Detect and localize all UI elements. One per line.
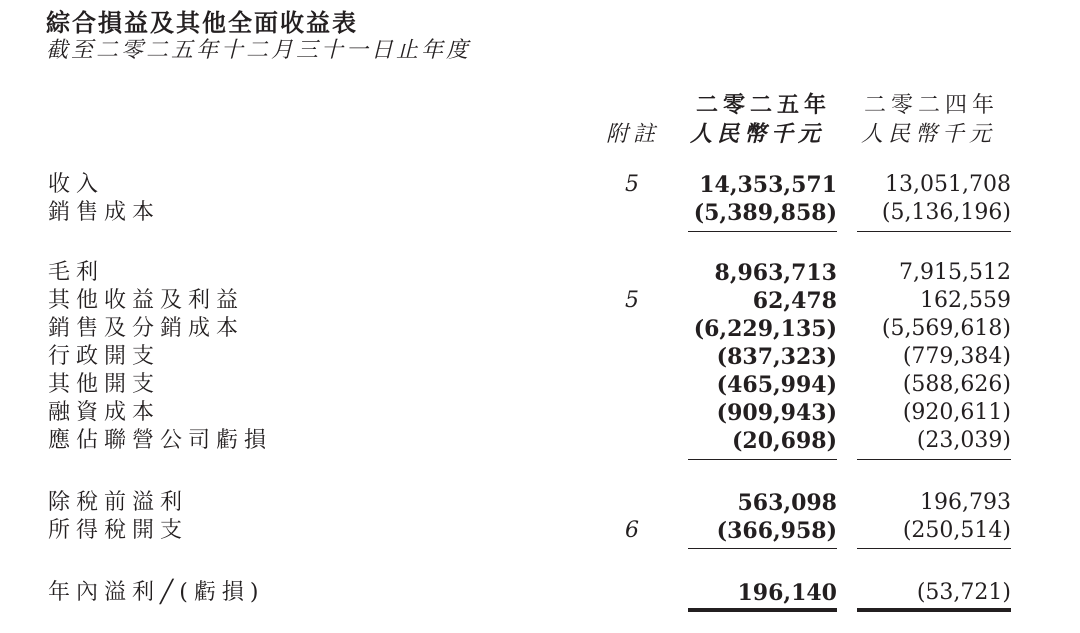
row-label: 收入 — [48, 172, 105, 197]
row-note: 6 — [625, 518, 639, 543]
current-value: (20,698) — [731, 428, 837, 454]
row-label: 其他收益及利益 — [48, 288, 245, 313]
statement-subtitle: 截至二零二五年十二月三十一日止年度 — [46, 38, 472, 63]
subtotal-rule-current — [688, 459, 837, 460]
row-label: 其他開支 — [48, 372, 161, 397]
current-value: 196,140 — [737, 580, 837, 606]
prior-value: (53,721) — [916, 580, 1011, 605]
row-label: 行政開支 — [48, 344, 161, 369]
prior-value: (5,569,618) — [881, 316, 1011, 341]
current-value: 14,353,571 — [699, 172, 837, 198]
total-rule-prior — [857, 608, 1011, 612]
row-label: 除稅前溢利 — [48, 490, 189, 515]
row-label: 所得稅開支 — [48, 518, 189, 543]
subtotal-rule-current — [688, 231, 837, 232]
statement-title: 綜合損益及其他全面收益表 — [46, 8, 358, 37]
current-value: 62,478 — [752, 288, 837, 314]
prior-value: (588,626) — [902, 372, 1011, 397]
current-value: (909,943) — [716, 400, 837, 426]
prior-value: 162,559 — [920, 288, 1011, 313]
row-label: 銷售成本 — [48, 200, 161, 225]
current-value: (366,958) — [716, 518, 837, 544]
row-note: 5 — [625, 172, 639, 197]
row-label: 年內溢利╱(虧損) — [48, 580, 265, 605]
row-note: 5 — [625, 288, 639, 313]
prior-value: (5,136,196) — [881, 200, 1011, 225]
prior-value: (779,384) — [902, 344, 1011, 369]
prior-year-header: 二零二四年 — [864, 93, 1000, 118]
row-label: 融資成本 — [48, 400, 161, 425]
total-rule-current — [688, 608, 837, 612]
current-value: (837,323) — [716, 344, 837, 370]
current-value: (465,994) — [716, 372, 837, 398]
current-year-header: 二零二五年 — [696, 92, 832, 118]
prior-value: (250,514) — [902, 518, 1011, 543]
current-unit-header: 人民幣千元 — [690, 121, 826, 147]
notes-header: 附註 — [606, 122, 661, 147]
prior-unit-header: 人民幣千元 — [861, 122, 997, 147]
prior-value: 196,793 — [920, 490, 1011, 515]
row-label: 毛利 — [48, 260, 105, 285]
current-value: 563,098 — [737, 490, 837, 516]
prior-value: 13,051,708 — [885, 172, 1011, 197]
subtotal-rule-prior — [857, 548, 1011, 549]
prior-value: (920,611) — [902, 400, 1011, 425]
row-label: 銷售及分銷成本 — [48, 316, 245, 341]
current-value: (6,229,135) — [693, 316, 837, 342]
current-value: (5,389,858) — [693, 200, 837, 226]
subtotal-rule-current — [688, 548, 837, 549]
prior-value: 7,915,512 — [899, 260, 1011, 285]
prior-value: (23,039) — [916, 428, 1011, 453]
row-label: 應佔聯營公司虧損 — [48, 428, 273, 453]
subtotal-rule-prior — [857, 231, 1011, 232]
subtotal-rule-prior — [857, 459, 1011, 460]
current-value: 8,963,713 — [714, 260, 837, 286]
